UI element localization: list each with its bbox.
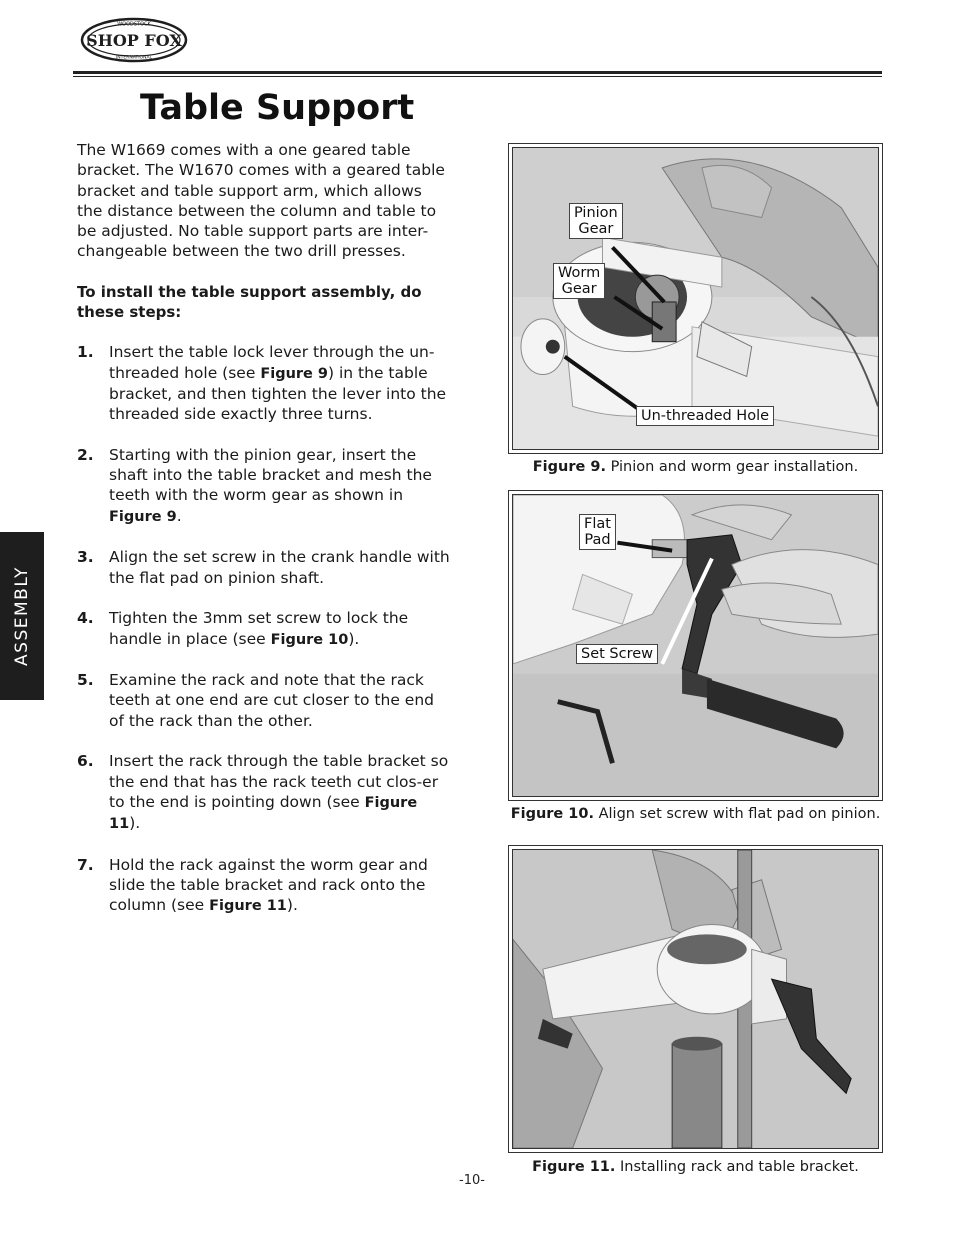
header-rule: [73, 71, 882, 74]
page-title: Table Support: [140, 88, 415, 128]
step-number: 2.: [77, 445, 94, 464]
step-number: 6.: [77, 752, 94, 771]
logo-ring-bottom: INTERNATIONAL: [115, 55, 153, 61]
step-text: Hold the rack against the worm gear and slide the table bracket and rack onto the column (see: [109, 855, 428, 915]
figure-9-caption: [508, 457, 883, 477]
step-item: [77, 445, 452, 527]
figure-9-caption-text: Pinion and worm gear installation.: [610, 459, 859, 475]
step-text: Align the set screw in the crank handle with the flat pad on pinion shaft.: [109, 548, 450, 587]
step-text: Tighten the 3mm set screw to lock the handle in place (see: [109, 609, 409, 648]
step-text-end: ).: [348, 629, 360, 648]
figure-10-caption: [508, 804, 883, 824]
figure-9: [508, 143, 883, 454]
figure-reference: Figure 9: [260, 365, 329, 382]
step-number: 7.: [77, 855, 94, 874]
figure-10: [508, 490, 883, 801]
figure-reference: Figure 10: [270, 631, 349, 648]
figure-10-photo: [513, 495, 878, 796]
intro-paragraph: The W1669 comes with a one geared table bracket. The W1670 comes with a geared table bracket and table support arm, which allows the distance between the column and table to be adjusted. No table support parts are inter-changeable between the two drill presses.: [77, 141, 445, 261]
step-number: 5.: [77, 671, 94, 690]
header-rule-thin: [73, 76, 882, 77]
step-number: 3.: [77, 548, 94, 567]
logo-text: SHOP FOX: [86, 31, 182, 50]
step-text: Examine the rack and note that the rack teeth at one end are cut closer to the end of the rack than the other.: [109, 671, 434, 730]
page-number: -10-: [459, 1173, 485, 1188]
logo-ring-top: WOODSTOCK: [117, 21, 151, 28]
callout-set-screw: Set Screw: [576, 644, 658, 664]
step-item: [77, 608, 452, 650]
steps-list: [77, 342, 452, 916]
step-text: Insert the rack through the table bracket so the end that has the rack teeth cut clos-er to the end is pointing down (see: [109, 752, 449, 811]
step-text: Starting with the pinion gear, insert the shaft into the table bracket and mesh the teeth with the worm gear as shown in: [109, 445, 432, 505]
step-item: [77, 751, 452, 834]
step-item: [77, 547, 452, 588]
instructions-column: [77, 140, 452, 937]
step-item: [77, 342, 452, 424]
step-text-end: .: [176, 506, 182, 525]
figure-reference: Figure 9: [109, 508, 177, 525]
step-number: 4.: [77, 609, 94, 628]
callout-flat-pad: Flat Pad: [579, 514, 616, 550]
steps-lead-in: To install the table support assembly, do these steps:: [77, 282, 422, 322]
figure-11: [508, 845, 883, 1153]
callout-pinion-gear: Pinion Gear: [569, 203, 623, 239]
step-text-end: ) in the table bracket, and then tighten the lever into the threaded side exactly three turns.: [109, 363, 447, 424]
step-text-end: ).: [129, 814, 141, 833]
section-side-tab: [0, 532, 44, 700]
callout-worm-gear: Worm Gear: [553, 263, 605, 299]
callout-unthreaded-hole: Un-threaded Hole: [636, 406, 774, 426]
figure-reference: Figure 11: [109, 794, 418, 833]
step-text: Insert the table lock lever through the un-threaded hole (see: [109, 343, 435, 382]
side-tab-label: ASSEMBLY: [12, 566, 32, 666]
figure-10-label: Figure 10.: [510, 806, 594, 822]
figure-10-caption-text: Align set screw with flat pad on pinion.: [598, 806, 881, 822]
step-text-end: ).: [286, 896, 298, 915]
figure-11-photo: [513, 850, 878, 1148]
figure-reference: Figure 11: [209, 898, 287, 915]
shop-fox-logo: [80, 17, 188, 63]
step-item: [77, 670, 452, 731]
step-item: [77, 855, 452, 917]
figure-11-caption-text: Installing rack and table bracket.: [620, 1159, 859, 1175]
step-number: 1.: [77, 343, 94, 362]
figure-11-label: Figure 11.: [532, 1159, 616, 1175]
figure-9-label: Figure 9.: [532, 459, 606, 475]
